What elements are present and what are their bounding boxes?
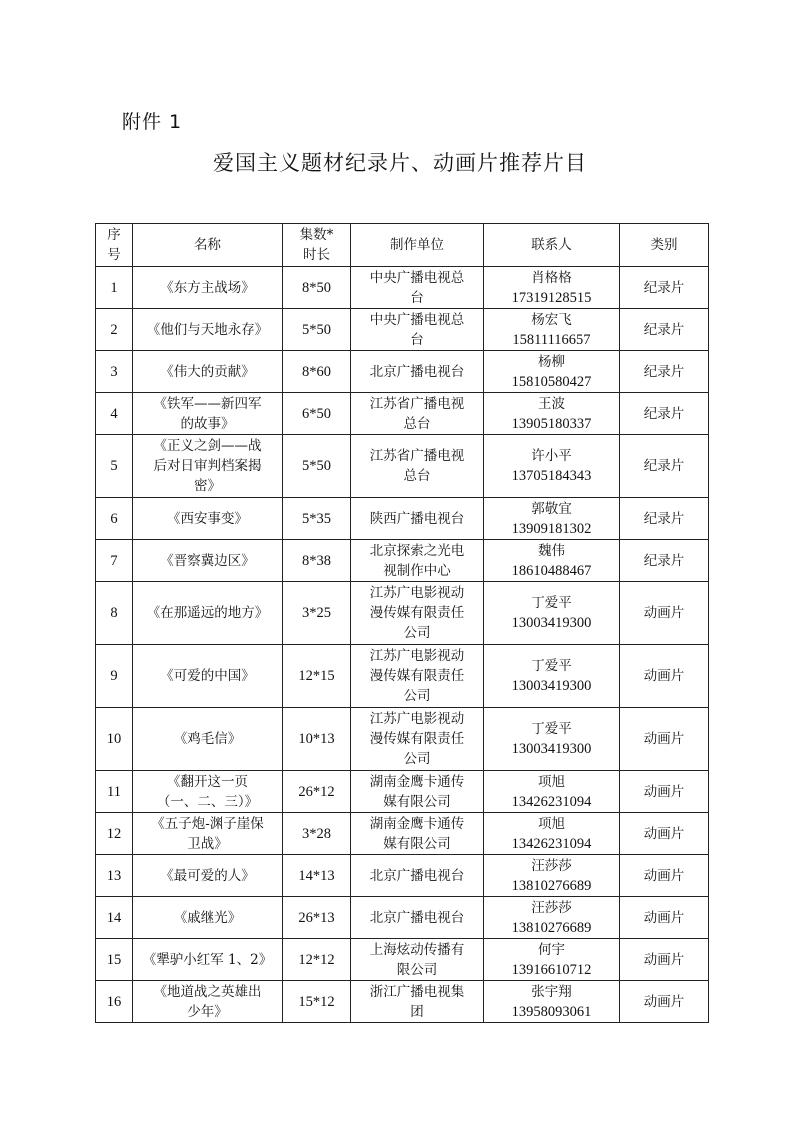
cell-index: 2 — [96, 309, 133, 351]
table-row — [96, 498, 709, 540]
cell-producer-line: 江苏省广播电视 — [369, 395, 465, 412]
cell-producer — [351, 582, 484, 645]
cell-name-line: 的故事》 — [180, 415, 235, 432]
cell-producer-line: 北京探索之光电 — [369, 542, 465, 559]
table-row — [96, 897, 709, 939]
cell-category: 纪录片 — [620, 351, 709, 393]
cell-producer-line: 媒有限公司 — [383, 835, 451, 852]
cell-producer-line: 陕西广播电视台 — [369, 510, 465, 527]
cell-name-line: 《正义之剑——战 — [153, 438, 262, 454]
cell-name-line: 《伟大的贡献》 — [160, 363, 255, 380]
cell-producer-line: 江苏广电影视动 — [369, 585, 465, 601]
header-index-line: 号 — [107, 247, 121, 263]
cell-producer-line: 浙江广播电视集 — [369, 983, 465, 1000]
cell-contact — [484, 897, 620, 939]
contact-name: 张宇翔 — [531, 983, 572, 1000]
header-index-line: 序 — [107, 227, 121, 243]
cell-name — [133, 708, 283, 771]
header-episodes-line: 时长 — [303, 247, 330, 263]
contact-name: 项旭 — [538, 773, 565, 790]
cell-name — [133, 897, 283, 939]
cell-producer-line: 湖南金鹰卡通传 — [369, 773, 465, 790]
cell-producer-line: 公司 — [403, 751, 431, 767]
cell-producer-line: 北京广播电视台 — [369, 363, 465, 380]
table-row — [96, 855, 709, 897]
cell-episodes: 12*12 — [283, 939, 351, 981]
cell-index: 8 — [96, 582, 133, 645]
cell-producer — [351, 393, 484, 435]
cell-contact — [484, 267, 620, 309]
cell-index: 9 — [96, 645, 133, 708]
cell-name-line: 密》 — [194, 478, 221, 494]
cell-producer — [351, 771, 484, 813]
cell-contact — [484, 981, 620, 1023]
cell-producer — [351, 645, 484, 708]
cell-producer-line: 限公司 — [396, 961, 438, 978]
table-header-row — [96, 224, 709, 267]
cell-index: 11 — [96, 771, 133, 813]
contact-name: 丁爱平 — [531, 595, 572, 611]
cell-name-line: 《犟驴小红军 1、2》 — [142, 951, 273, 968]
contact-name: 郭敬宜 — [531, 500, 572, 517]
cell-index: 16 — [96, 981, 133, 1023]
cell-contact — [484, 582, 620, 645]
cell-index: 15 — [96, 939, 133, 981]
contact-phone: 13003419300 — [511, 615, 592, 631]
contact-name: 汪莎莎 — [531, 899, 572, 916]
cell-contact — [484, 309, 620, 351]
contact-phone: 13916610712 — [511, 961, 592, 978]
cell-episodes: 3*25 — [283, 582, 351, 645]
cell-episodes: 15*12 — [283, 981, 351, 1023]
contact-name: 何宇 — [538, 941, 565, 958]
cell-producer — [351, 897, 484, 939]
cell-contact — [484, 351, 620, 393]
cell-name — [133, 498, 283, 540]
cell-producer — [351, 939, 484, 981]
table-row — [96, 351, 709, 393]
cell-name — [133, 855, 283, 897]
table-row — [96, 540, 709, 582]
cell-name-line: 《最可爱的人》 — [160, 867, 255, 884]
cell-producer — [351, 540, 484, 582]
cell-index: 14 — [96, 897, 133, 939]
cell-producer-line: 视制作中心 — [383, 562, 451, 579]
cell-contact — [484, 771, 620, 813]
contact-name: 项旭 — [538, 815, 565, 832]
contact-phone: 13705184343 — [511, 468, 592, 484]
cell-contact — [484, 540, 620, 582]
cell-producer-line: 漫传媒有限责任 — [369, 668, 465, 684]
cell-name — [133, 771, 283, 813]
cell-name-line: 《翻开这一页 — [167, 773, 248, 790]
cell-name-line: 《戚继光》 — [173, 909, 242, 926]
cell-producer-line: 总台 — [403, 415, 431, 432]
table-row — [96, 309, 709, 351]
cell-producer — [351, 813, 484, 855]
table-row — [96, 267, 709, 309]
cell-producer-line: 江苏广电影视动 — [369, 711, 465, 727]
cell-name-line: 少年》 — [187, 1003, 228, 1020]
contact-phone: 13003419300 — [511, 678, 592, 694]
cell-index: 6 — [96, 498, 133, 540]
cell-category: 纪录片 — [620, 393, 709, 435]
cell-name-line: 《他们与天地永存》 — [146, 321, 269, 338]
cell-episodes: 14*13 — [283, 855, 351, 897]
table-row — [96, 645, 709, 708]
cell-producer-line: 中央广播电视总 — [369, 311, 465, 328]
header-name: 名称 — [133, 224, 283, 267]
cell-episodes: 8*60 — [283, 351, 351, 393]
cell-producer — [351, 855, 484, 897]
cell-category: 动画片 — [620, 855, 709, 897]
cell-name-line: 《地道战之英雄出 — [153, 983, 262, 1000]
contact-phone: 13958093061 — [511, 1003, 592, 1020]
cell-episodes: 26*13 — [283, 897, 351, 939]
table-row — [96, 435, 709, 498]
cell-category: 纪录片 — [620, 267, 709, 309]
cell-name-line: 《铁军——新四军 — [153, 395, 262, 412]
cell-category: 动画片 — [620, 981, 709, 1023]
cell-producer-line: 北京广播电视台 — [369, 909, 465, 926]
cell-name — [133, 351, 283, 393]
cell-contact — [484, 393, 620, 435]
cell-category: 纪录片 — [620, 498, 709, 540]
cell-episodes: 10*13 — [283, 708, 351, 771]
contact-phone: 13426231094 — [511, 793, 592, 810]
cell-name-line: 后对日审判档案揭 — [153, 458, 262, 474]
cell-producer-line: 公司 — [403, 688, 431, 704]
cell-producer — [351, 498, 484, 540]
cell-producer-line: 江苏省广播电视 — [369, 448, 465, 464]
table-row — [96, 708, 709, 771]
contact-phone: 13905180337 — [511, 415, 592, 432]
contact-name: 丁爱平 — [531, 721, 572, 737]
contact-name: 汪莎莎 — [531, 857, 572, 874]
cell-episodes: 5*50 — [283, 435, 351, 498]
cell-producer — [351, 351, 484, 393]
cell-index: 12 — [96, 813, 133, 855]
cell-name — [133, 981, 283, 1023]
cell-producer — [351, 708, 484, 771]
header-episodes-line: 集数* — [299, 227, 334, 243]
cell-name-line: 《五子炮-渊子崖保 — [151, 815, 264, 832]
cell-episodes: 8*38 — [283, 540, 351, 582]
cell-name-line: 《在那遥远的地方》 — [146, 605, 269, 621]
cell-category: 动画片 — [620, 708, 709, 771]
cell-producer — [351, 309, 484, 351]
cell-category: 纪录片 — [620, 435, 709, 498]
header-category: 类别 — [620, 224, 709, 267]
cell-producer-line: 公司 — [403, 625, 431, 641]
cell-name — [133, 309, 283, 351]
contact-phone: 15810580427 — [511, 373, 592, 390]
cell-episodes: 6*50 — [283, 393, 351, 435]
cell-name — [133, 393, 283, 435]
cell-name-line: 《可爱的中国》 — [160, 668, 255, 684]
cell-category: 纪录片 — [620, 540, 709, 582]
cell-producer-line: 湖南金鹰卡通传 — [369, 815, 465, 832]
contact-phone: 15811116657 — [512, 331, 591, 348]
cell-index: 1 — [96, 267, 133, 309]
cell-contact — [484, 708, 620, 771]
cell-name-line: （一、二、三）》 — [156, 793, 259, 810]
cell-name-line: 《鸡毛信》 — [173, 731, 242, 747]
cell-name — [133, 645, 283, 708]
contact-name: 杨柳 — [538, 353, 565, 370]
cell-producer-line: 北京广播电视台 — [369, 867, 465, 884]
cell-category: 动画片 — [620, 771, 709, 813]
cell-index: 13 — [96, 855, 133, 897]
cell-producer-line: 媒有限公司 — [383, 793, 451, 810]
contact-name: 杨宏飞 — [531, 311, 572, 328]
cell-name — [133, 540, 283, 582]
cell-name — [133, 267, 283, 309]
cell-episodes: 26*12 — [283, 771, 351, 813]
attachment-label: 附件 1 — [122, 111, 183, 133]
contact-phone: 13003419300 — [511, 741, 592, 757]
cell-name — [133, 813, 283, 855]
cell-index: 5 — [96, 435, 133, 498]
table-body — [96, 267, 709, 1023]
cell-producer-line: 漫传媒有限责任 — [369, 605, 465, 621]
cell-index: 4 — [96, 393, 133, 435]
cell-contact — [484, 813, 620, 855]
cell-producer-line: 上海炫动传播有 — [369, 941, 465, 958]
document-title: 爱国主义题材纪录片、动画片推荐片目 — [213, 151, 587, 175]
cell-index: 3 — [96, 351, 133, 393]
cell-episodes: 5*50 — [283, 309, 351, 351]
cell-producer-line: 台 — [410, 331, 424, 348]
contact-phone: 13810276689 — [511, 919, 592, 936]
cell-producer-line: 江苏广电影视动 — [369, 648, 465, 664]
cell-episodes: 5*35 — [283, 498, 351, 540]
cell-producer-line: 团 — [410, 1003, 424, 1020]
cell-category: 动画片 — [620, 939, 709, 981]
table-row — [96, 981, 709, 1023]
cell-contact — [484, 939, 620, 981]
table-row — [96, 393, 709, 435]
cell-producer — [351, 267, 484, 309]
cell-category: 动画片 — [620, 813, 709, 855]
table-row — [96, 939, 709, 981]
cell-category: 动画片 — [620, 645, 709, 708]
cell-category: 纪录片 — [620, 309, 709, 351]
cell-name-line: 卫战》 — [187, 835, 228, 852]
contact-phone: 17319128515 — [511, 289, 592, 306]
header-contact: 联系人 — [484, 224, 620, 267]
cell-producer-line: 台 — [410, 289, 424, 306]
contact-phone: 13426231094 — [511, 835, 592, 852]
cell-name — [133, 939, 283, 981]
header-producer: 制作单位 — [351, 224, 484, 267]
contact-name: 许小平 — [531, 448, 572, 464]
cell-producer-line: 漫传媒有限责任 — [369, 731, 465, 747]
contact-name: 魏伟 — [538, 542, 565, 559]
cell-name-line: 《西安事变》 — [167, 510, 248, 527]
contact-name: 肖格格 — [531, 269, 572, 286]
cell-contact — [484, 498, 620, 540]
cell-name-line: 《晋察冀边区》 — [160, 552, 255, 569]
cell-episodes: 12*15 — [283, 645, 351, 708]
contact-phone: 18610488467 — [511, 562, 592, 579]
cell-index: 7 — [96, 540, 133, 582]
cell-producer — [351, 981, 484, 1023]
header-episodes — [283, 224, 351, 267]
table-row — [96, 813, 709, 855]
cell-contact — [484, 645, 620, 708]
cell-category: 动画片 — [620, 582, 709, 645]
cell-contact — [484, 855, 620, 897]
cell-name — [133, 582, 283, 645]
contact-phone: 13909181302 — [511, 520, 592, 537]
cell-name — [133, 435, 283, 498]
cell-name-line: 《东方主战场》 — [160, 279, 255, 296]
cell-contact — [484, 435, 620, 498]
cell-category: 动画片 — [620, 897, 709, 939]
header-index — [96, 224, 133, 267]
table-row — [96, 582, 709, 645]
contact-name: 丁爱平 — [531, 658, 572, 674]
table-row — [96, 771, 709, 813]
contact-name: 王波 — [538, 395, 565, 412]
cell-index: 10 — [96, 708, 133, 771]
cell-producer — [351, 435, 484, 498]
cell-episodes: 3*28 — [283, 813, 351, 855]
cell-producer-line: 中央广播电视总 — [369, 269, 465, 286]
cell-producer-line: 总台 — [403, 468, 431, 484]
recommendation-table — [95, 223, 709, 1023]
contact-phone: 13810276689 — [511, 877, 592, 894]
cell-episodes: 8*50 — [283, 267, 351, 309]
